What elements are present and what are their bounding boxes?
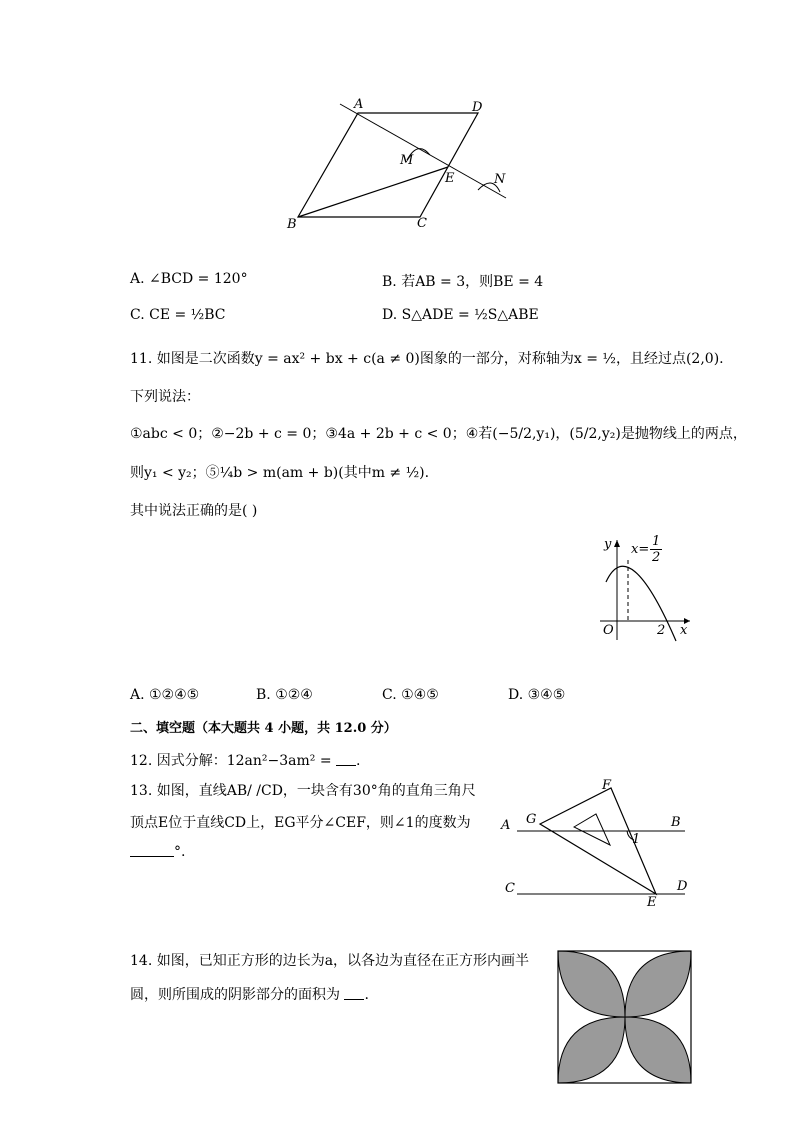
q14-line2: 圆，则所围成的阴影部分的面积为 xyxy=(130,987,345,1003)
q12-text: 12. 因式分解：12an²−3am² = xyxy=(130,753,337,769)
q13-line2: 顶点E位于直线CD上，EG平分∠CEF，则∠1的度数为 xyxy=(130,815,471,831)
q11-line1: 11. 如图是二次函数y = ax² + bx + c(a ≠ 0)图象的一部分，对称轴为x = ½，且经过点(2,0). xyxy=(130,351,724,367)
graph-half-num: 1 xyxy=(652,534,661,549)
petal-bottom-left xyxy=(558,1017,625,1083)
q11-option-c: C. ①④⑤ xyxy=(382,687,439,703)
q10-option-c: C. CE = ½BC xyxy=(130,307,226,323)
petal-top-left xyxy=(558,951,625,1017)
label-n: N xyxy=(494,172,506,187)
label-m: M xyxy=(400,153,414,168)
q14-line1: 14. 如图，已知正方形的边长为a，以各边为直径在正方形内画半 xyxy=(130,953,530,969)
q11-option-d: D. ③④⑤ xyxy=(508,687,566,703)
label-e: E xyxy=(445,171,455,186)
q11-line5: 其中说法正确的是( ) xyxy=(130,503,258,519)
q14-end: . xyxy=(364,987,369,1003)
graph-origin-label: O xyxy=(603,623,614,638)
q11-option-b: B. ①②④ xyxy=(256,687,313,703)
graph-half-den: 2 xyxy=(652,550,661,565)
fig13-label-c: C xyxy=(505,881,515,896)
fig13-label-a: A xyxy=(501,818,511,833)
q11-line2: 下列说法： xyxy=(130,389,200,405)
fig13-label-e: E xyxy=(647,895,657,910)
q10-option-a: A. ∠BCD = 120° xyxy=(130,271,248,287)
label-a: A xyxy=(354,97,364,112)
q12-end: . xyxy=(356,753,361,769)
q11-line4: 则y₁ < y₂；⑤¼b > m(am + b)(其中m ≠ ½). xyxy=(130,465,430,481)
graph-y-label: y xyxy=(604,537,612,552)
petal-bottom-right xyxy=(625,1017,691,1083)
q13-line1: 13. 如图，直线AB/ /CD，一块含有30°角的直角三角尺 xyxy=(130,783,476,799)
fig13-label-f: F xyxy=(602,778,612,793)
q10-option-d: D. S△ADE = ½S△ABE xyxy=(382,307,539,323)
q13-end: °. xyxy=(174,844,186,860)
q10-option-b: B. 若AB = 3，则BE = 4 xyxy=(382,274,544,290)
q11-line3: ①abc < 0；②−2b + c = 0；③4a + 2b + c < 0；④若(−5/2,y₁)，(5/2,y₂)是抛物线上的两点， xyxy=(130,426,747,442)
graph-two-label: 2 xyxy=(657,623,666,638)
fig13-label-d: D xyxy=(677,879,688,894)
q11-option-a: A. ①②④⑤ xyxy=(130,687,200,703)
graph-x-label: x xyxy=(680,623,688,638)
label-b: B xyxy=(287,217,297,232)
fig13-label-1: 1 xyxy=(632,832,641,847)
label-c: C xyxy=(417,216,427,231)
label-d: D xyxy=(472,100,483,115)
fig13-label-g: G xyxy=(526,812,537,827)
graph-axis-label: x= xyxy=(631,542,650,557)
fig13-label-b: B xyxy=(671,815,681,830)
petal-top-right xyxy=(625,951,691,1017)
section-title: 二、填空题（本大题共 4 小题，共 12.0 分） xyxy=(130,721,397,736)
